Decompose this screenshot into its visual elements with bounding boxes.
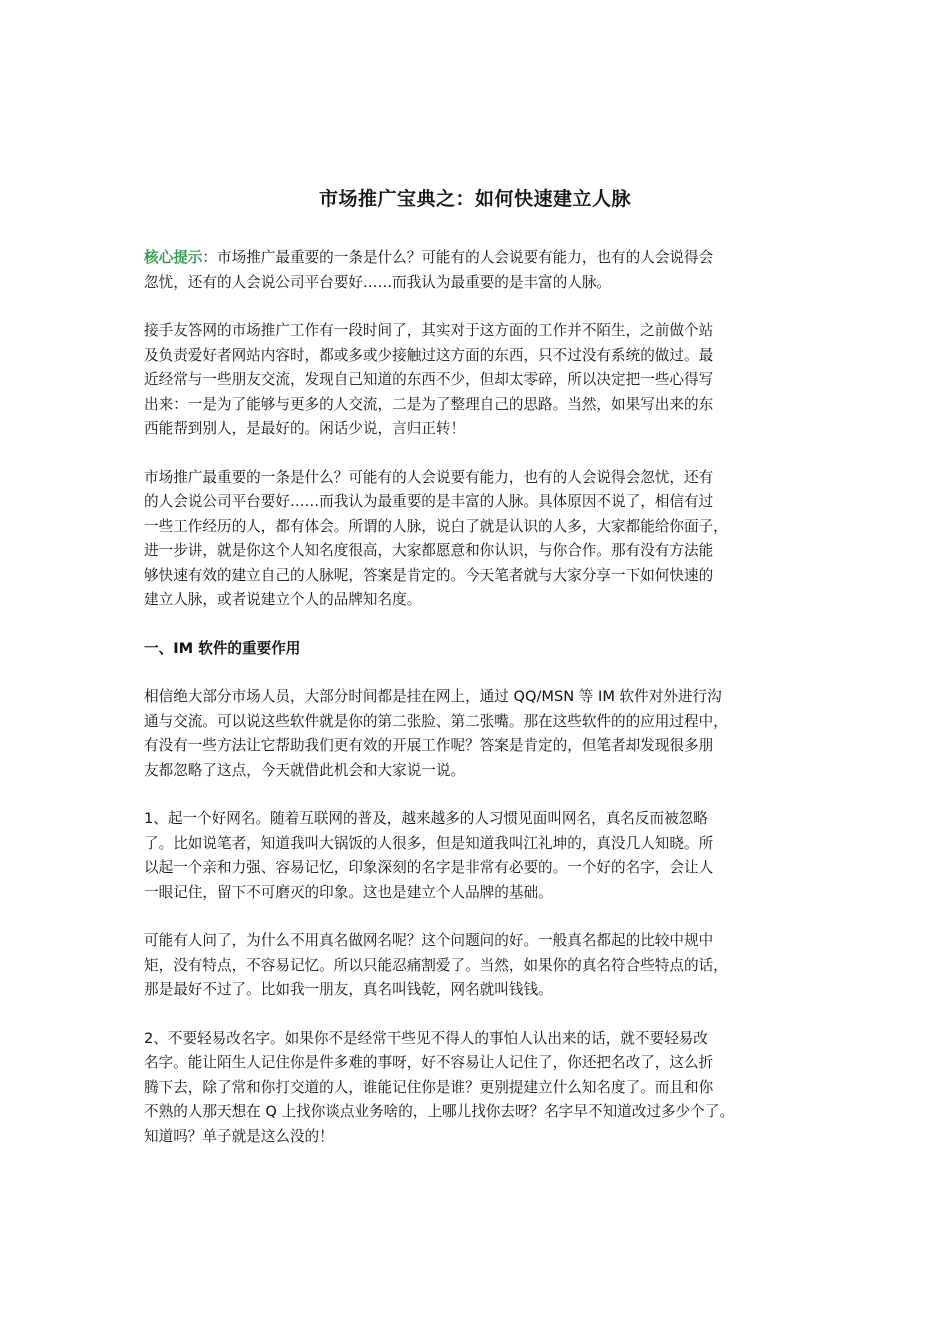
- section-paragraph-realname: 可能有人问了，为什么不用真名做网名呢？这个问题问的好。一般真名都起的比较中规中 矩，没有特点，不容易记忆。所以只能忍痛割爱了。当然，如果你的真名符合些特点的话， 那是最好不过了。比如我一朋友，真名叫钱乾，网名就叫钱钱。: [144, 932, 728, 998]
- section-paragraph-tip-2: 2、不要轻易改名字。如果你不是经常干些见不得人的事怕人认出来的话，就不要轻易改 名字。能让陌生人记住你是件多难的事呀，好不容易让人记住了，你还把名改了，这么折 腾下去，除了常和你打交道的人，谁能记住你是谁？更别提建立什么知名度了。而且和你 不熟的人那天想在 Q 上找你谈点业务啥的，上哪儿找你去呀？名字早不知道改过多少个了。 知道吗？单子就是这么没的！: [144, 1029, 734, 1145]
- summary-label: 核心提示: [144, 249, 203, 266]
- body-paragraph-importance: 市场推广最重要的一条是什么？可能有的人会说要有能力，也有的人会说得会忽忧，还有 的人会说公司平台要好……而我认为最重要的是丰富的人脉。具体原因不说了，相信有过 一些工作经历的人，都有体会。所谓的人脉，说白了就是认识的人多，大家都能给你面子， 进一步讲，就是你这个人知名度很高，大家都愿意和你认识，与你合作。那有没有方法能 够快速有效的建立自己的人脉呢，答案是肯定的。今天笔者就与大家分享一下如何快速的 建立人脉，或者说建立个人的品牌知名度。: [144, 468, 728, 608]
- summary-colon: ：: [202, 249, 217, 266]
- document-title: 市场推广宝典之：如何快速建立人脉: [318, 188, 631, 210]
- section-paragraph-tip-1: 1、起一个好网名。随着互联网的普及，越来越多的人习惯见面叫网名，真名反而被忽略 了。比如说笔者，知道我叫大锅饭的人很多，但是知道我叫江礼坤的，真没几人知晓。所 以起一个亲和力强、容易记忆，印象深刻的名字是非常有必要的。一个好的名字，会让人 一眼记住，留下不可磨灭的印象。这也是建立个人品牌的基础。: [144, 810, 714, 901]
- body-paragraph-intro: 接手友答网的市场推广工作有一段时间了，其实对于这方面的工作并不陌生，之前做个站 及负责爱好者网站内容时，都或多或少接触过这方面的东西，只不过没有系统的做过。最 近经常与一些朋友交流，发现自己知道的东西不少，但却太零碎，所以决定把一些心得写 出来：一是为了能够与更多的人交流，二是为了整理自己的思路。当然，如果写出来的东 西能帮到别人，是最好的。闲话少说，言归正转！: [144, 322, 714, 437]
- section-heading: 一、IM 软件的重要作用: [144, 639, 301, 657]
- document-body: [144, 246, 816, 1173]
- section-paragraph-im: 相信绝大部分市场人员，大部分时间都是挂在网上，通过 QQ/MSN 等 IM 软件对外进行沟 通与交流。可以说这些软件就是你的第二张脸、第二张嘴。那在这些软件的的应用过程中， 有没有一些方法让它帮助我们更有效的开展工作呢？答案是肯定的，但笔者却发现很多朋 友都忽略了这点，今天就借此机会和大家说一说。: [144, 688, 728, 779]
- summary-text: 市场推广最重要的一条是什么？可能有的人会说要有能力，也有的人会说得会 忽忧，还有的人会说公司平台要好……而我认为最重要的是丰富的人脉。: [144, 249, 714, 291]
- summary-paragraph: [144, 246, 816, 295]
